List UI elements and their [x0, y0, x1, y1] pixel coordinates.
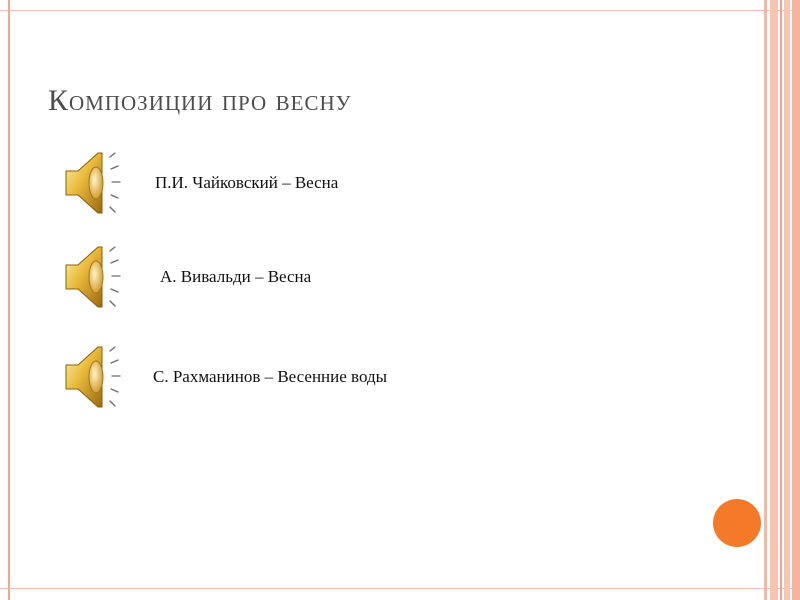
top-border-line	[0, 10, 800, 11]
right-border-stripe	[792, 0, 800, 600]
audio-item-tchaikovsky	[58, 149, 478, 219]
speaker-icon[interactable]	[58, 149, 126, 217]
right-border-stripe	[780, 0, 782, 600]
next-slide-button[interactable]	[713, 499, 761, 547]
right-border-stripe	[784, 0, 790, 600]
slide-title: Композиции про весну	[48, 84, 352, 117]
audio-item-vivaldi	[58, 243, 478, 313]
audio-item-label: А. Вивальди – Весна	[160, 267, 312, 286]
audio-item-rachmaninoff	[58, 343, 478, 413]
speaker-icon[interactable]	[58, 243, 126, 311]
right-border-stripe	[770, 0, 778, 600]
audio-item-label: П.И. Чайковский – Весна	[155, 173, 339, 192]
left-border-line	[8, 0, 10, 600]
right-border-stripe	[764, 0, 767, 600]
speaker-icon[interactable]	[58, 343, 126, 411]
audio-item-label: С. Рахманинов – Весенние воды	[153, 367, 388, 386]
bottom-border-line	[0, 588, 800, 589]
